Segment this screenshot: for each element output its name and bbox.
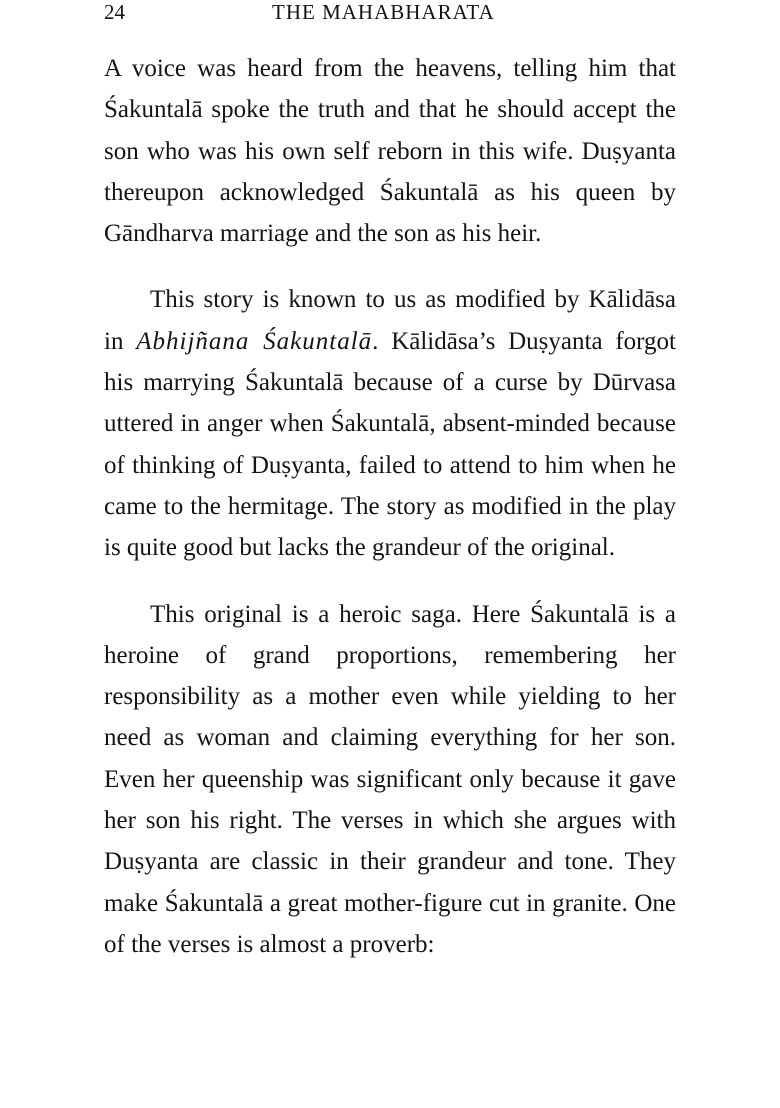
body-text xyxy=(104,48,676,965)
paragraph-3: This original is a heroic saga. Here Śakuntalā is a heroine of grand proportions, remembering her responsibility as a mother even while yielding to her need as woman and claiming everything for her son. Even her queenship was significant only because it gave her son his right. The verses in which she argues with Duṣyanta are classic in their grandeur and tone. They make Śakuntalā a great mother-figure cut in granite. One of the verses is almost a proverb: xyxy=(104,600,676,958)
paragraph-1: A voice was heard from the heavens, telling him that Śakuntalā spoke the truth and that he should accept the son who was his own self reborn in this wife. Duṣyanta thereupon acknowledged Śakuntalā as his queen by Gāndharva marriage and the son as his heir. xyxy=(104,55,676,248)
running-head xyxy=(0,0,780,30)
work-title: Abhijñana Śakuntalā xyxy=(136,327,373,355)
paragraph-2-text-before: This story is known to us as modified by Kālidāsa in xyxy=(104,286,676,355)
paragraph-2-text-after: . Kālidāsa’s Duṣyanta forgot his marrying Śakuntalā because of a curse by Dūrvasa uttered in anger when Śakuntalā, absent-minded because of thinking of Duṣyanta, failed to attend to him when he came to the hermitage. The story as modified in the play is quite good but lacks the grandeur of the original. xyxy=(104,327,676,562)
page-number: 24 xyxy=(104,0,125,24)
paragraph-2 xyxy=(104,279,676,568)
running-title: THE MAHABHARATA xyxy=(272,0,495,24)
